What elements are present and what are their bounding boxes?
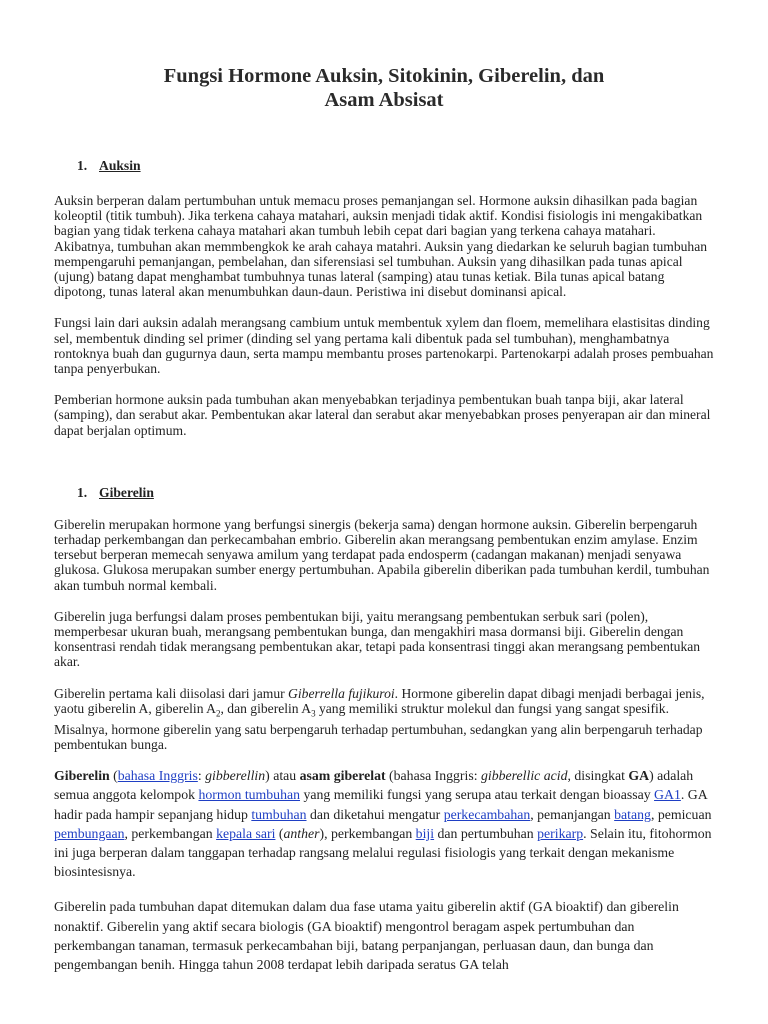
- text-run: , perkembangan: [124, 825, 217, 841]
- document-title: [54, 0, 714, 112]
- text-run: (: [109, 768, 118, 784]
- text-run: . GA hadir pada hampir sepanjang hidup: [54, 787, 707, 822]
- section-heading-auksin: [54, 158, 714, 174]
- paragraph-giberelin-1: Giberelin merupakan hormone yang berfungsi sinergis (bekerja sama) dengan hormone auksin. Giberelin berpengaruh terhadap perkembangan dan perkecambahan embrio. Giberelin akan merangsang pembentukan enzim amylase. Enzim tersebut berperan memecah senyawa amilum yang terdapat pada endosperm (cadangan makanan) menjadi senyawa glukosa. Glukosa merupakan sumber energy pertumbuhan. Apabila giberelin diberikan pada tumbuhan kerdil, tumbuhan akan tumbuh normal kembali.: [54, 516, 710, 593]
- term-anther: anther: [283, 825, 320, 841]
- term-asam-giberelat: asam giberelat: [299, 768, 386, 784]
- link-pembungaan[interactable]: pembungaan: [54, 825, 125, 841]
- text-run: dan pertumbuhan: [434, 825, 538, 841]
- link-bahasa-inggris[interactable]: bahasa Inggris: [117, 768, 198, 784]
- text-run: . Selain itu, fitohormon ini juga berperan dalam tanggapan terhadap rangsang melalui regulasi fisiologis yang terkait dengan mekanisme biosintesisnya.: [54, 825, 712, 880]
- text-run: ) atau: [265, 768, 300, 784]
- species-name: Giberrella fujikuroi: [288, 685, 395, 701]
- term-gibberellic-acid: gibberellic acid: [481, 768, 568, 784]
- title-line-2: Asam Absisat: [324, 89, 444, 111]
- text-run: , pemicuan: [650, 806, 712, 822]
- text-run: , pemanjangan: [530, 806, 615, 822]
- paragraph-giberelin-3: [54, 686, 714, 753]
- section-number: 1.: [77, 484, 88, 500]
- section-number: 1.: [77, 158, 88, 173]
- text-run: ) adalah semua anggota kelompok: [54, 768, 694, 803]
- text-run: Giberelin pertama kali diisolasi dari jamur: [54, 685, 289, 701]
- term-giberelin: Giberelin: [54, 768, 110, 784]
- link-biji[interactable]: biji: [415, 825, 435, 841]
- text-run: (bahasa Inggris:: [385, 768, 482, 784]
- paragraph-giberelin-2: Giberelin juga berfungsi dalam proses pembentukan biji, yaitu merangsang pembentukan serbuk sari (polen), memperbesar ukuran buah, merangsang pembentukan bunga, dan mengakhiri masa dormansi biji. Giberelin dengan konsentrasi rendah tidak merangsang pembentukan akar, tetapi pada konsentrasi tinggi akan merangsang pembentukan akar.: [54, 608, 701, 670]
- subscript: 3: [311, 708, 316, 719]
- link-tumbuhan[interactable]: tumbuhan: [251, 806, 307, 822]
- link-kepala-sari[interactable]: kepala sari: [216, 825, 276, 841]
- term-ga: GA: [628, 768, 650, 784]
- link-perkecambahan[interactable]: perkecambahan: [443, 806, 531, 822]
- paragraph-auksin-1: Auksin berperan dalam pertumbuhan untuk memacu proses pemanjangan sel. Hormone auksin dihasilkan pada bagian koleoptil (titik tumbuh). Jika terkena cahaya matahari, auksin menjadi tidak aktif. Kondisi fisiologis ini mengakibatkan bagian yang tidak terkena cahaya matahari akan tumbuh lebih cepat dari bagian yang terkena cahaya matahari. Akibatnya, tumbuhan akan memmbengkok ke arah cahaya matahri. Auksin yang diedarkan ke seluruh bagian tumbuhan mempengaruhi pemanjangan, pembelahan, dan siferensiasi sel tumbuhan. Auksin yang dihasilkan pada tunas apical (ujung) batang dapat menghambat tumbuhnya tunas lateral (samping) atau tunas ketiak. Bila tunas apical batang dipotong, tunas lateral akan menumbuhkan daun-daun. Peristiwa ini disebut dominansi apical.: [54, 193, 708, 300]
- text-run: yang memiliki fungsi yang serupa atau terkait dengan bioassay: [300, 787, 655, 803]
- paragraph-giberelin-wiki: [54, 766, 714, 881]
- text-run: :: [197, 768, 206, 784]
- link-batang[interactable]: batang: [614, 806, 651, 822]
- term-gibberellin: gibberellin: [205, 768, 266, 784]
- link-ga1[interactable]: GA1: [654, 787, 681, 803]
- text-run: yang memiliki struktur molekul dan fungsi yang sangat spesifik. Misalnya, hormone giberelin yang satu berpengaruh terhadap pertumbuhan, sedangkan yang alin berpengaruh terhadap pembentukan bunga.: [54, 700, 703, 752]
- paragraph-giberelin-5: Giberelin pada tumbuhan dapat ditemukan dalam dua fase utama yaitu giberelin aktif (GA bioaktif) dan giberelin nonaktif. Giberelin yang aktif secara biologis (GA bioaktif) mengontrol beragam aspek pertumbuhan dan perkembangan tanaman, termasuk perkecambahan biji, batang perpanjangan, perluasan daun, dan bunga dan pengembangan benih. Hingga tahun 2008 terdapat lebih daripada seratus GA telah: [54, 899, 679, 973]
- text-run: . Hormone giberelin dapat dibagi menjadi berbagai jenis, yaotu giberelin A, giberelin A: [54, 685, 705, 716]
- paragraph-auksin-2: Fungsi lain dari auksin adalah merangsang cambium untuk membentuk xylem dan floem, memelihara elastisitas dinding sel, membentuk dinding sel primer (dinding sel yang pertama kali dibentuk pada sel tumbuhan), menghambatnya rontoknya buah dan gugurnya daun, serta mampu membantu proses partenokarpi. Partenokarpi adalah proses pembuahan tanpa penyerbukan.: [54, 315, 714, 377]
- text-run: ), perkembangan: [319, 825, 416, 841]
- section-title: Giberelin: [99, 484, 154, 500]
- section-title: Auksin: [99, 158, 141, 173]
- text-run: dan diketahui mengatur: [306, 806, 444, 822]
- link-perikarp[interactable]: perikarp: [537, 825, 584, 841]
- section-heading-giberelin: [54, 485, 714, 501]
- paragraph-auksin-3: Pemberian hormone auksin pada tumbuhan akan menyebabkan terjadinya pembentukan buah tanpa biji, akar lateral (samping), dan serabut akar. Pembentukan akar lateral dan serabut akar menyebabkan proses penyerapan air dan mineral dapat berjalan optimum.: [54, 392, 711, 438]
- title-line-1: Fungsi Hormone Auksin, Sitokinin, Giberelin, dan: [163, 65, 605, 87]
- text-run: , dan giberelin A: [220, 700, 312, 716]
- text-run: , disingkat: [567, 768, 629, 784]
- link-hormon-tumbuhan[interactable]: hormon tumbuhan: [198, 787, 301, 803]
- text-run: (: [275, 825, 284, 841]
- subscript: 2: [215, 708, 221, 719]
